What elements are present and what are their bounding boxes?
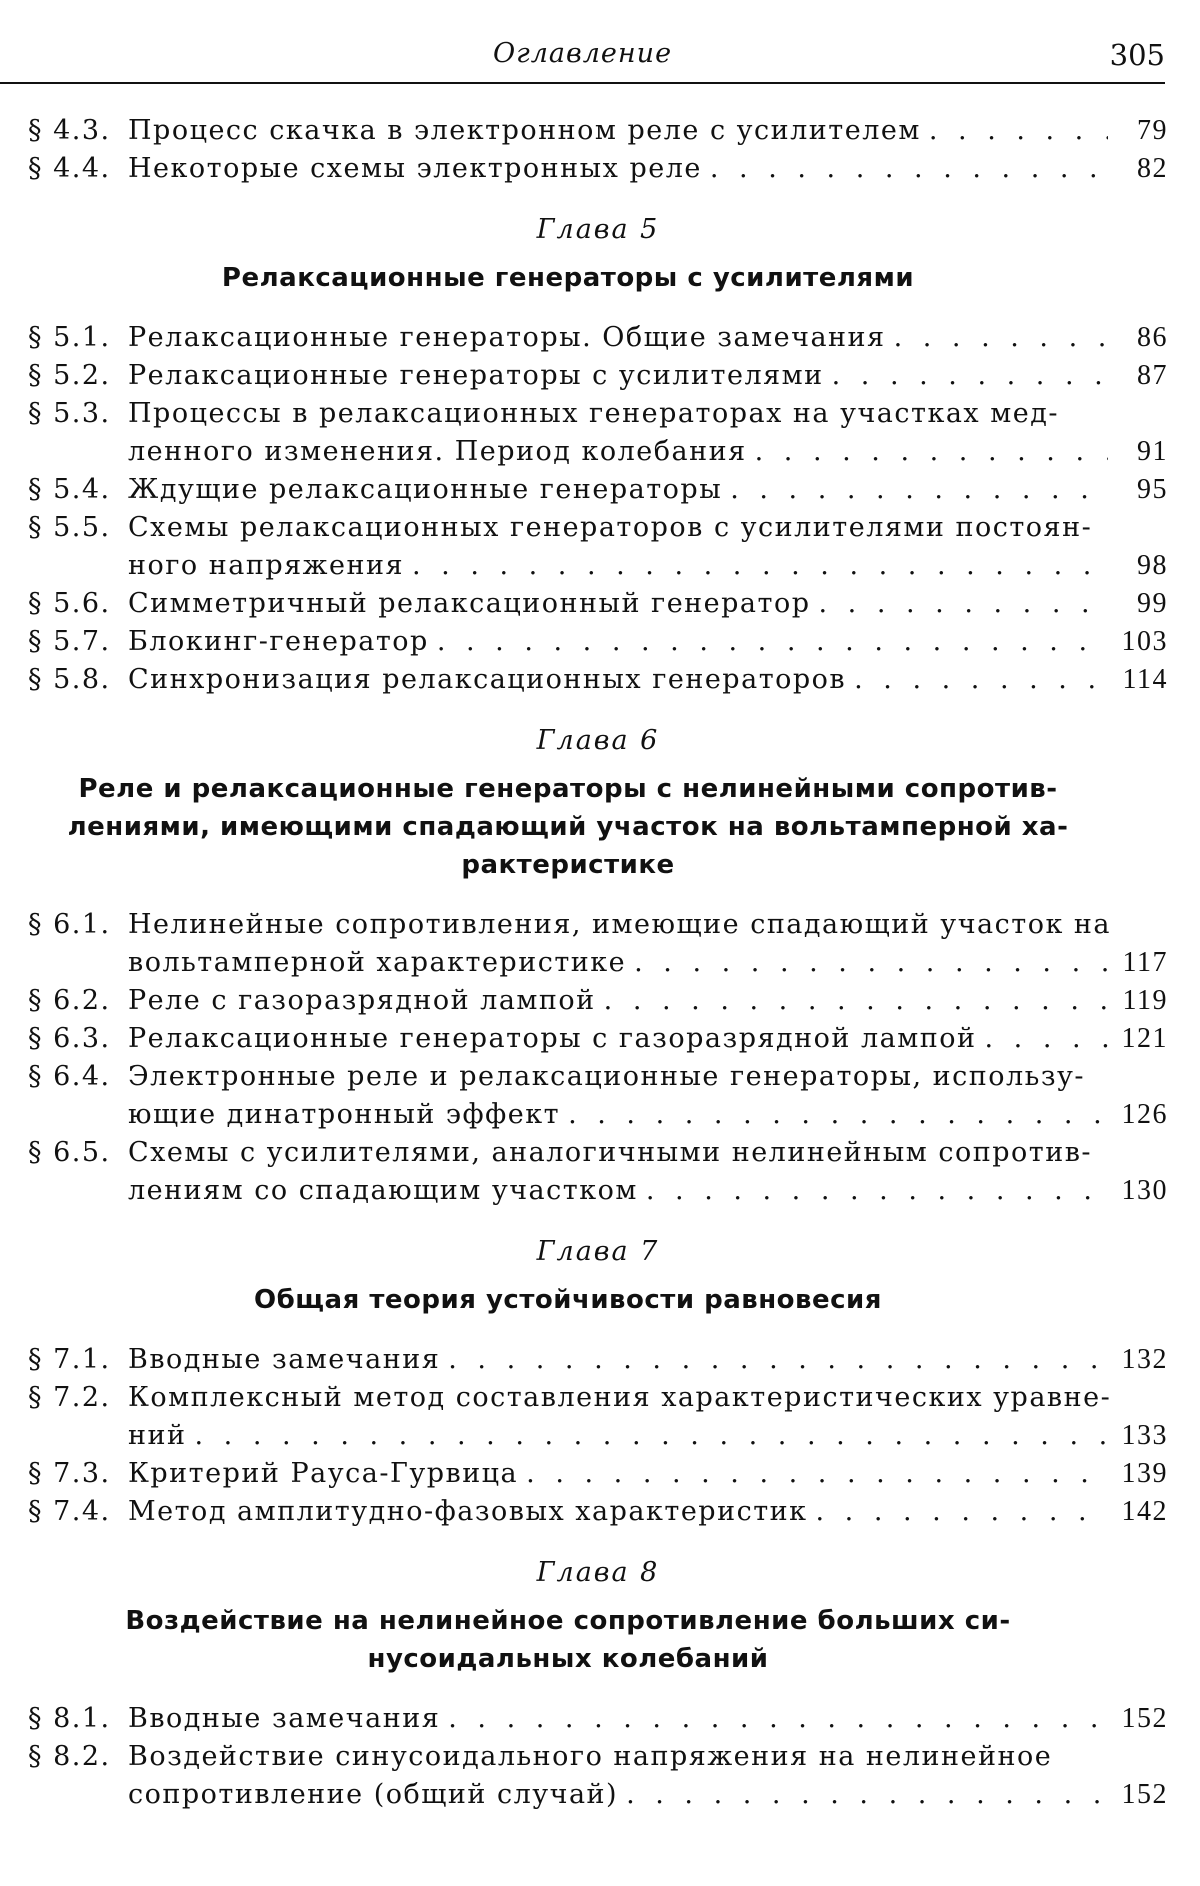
section-number: § 6.2. [28,985,111,1016]
dot-leader [646,1172,1108,1210]
page-ref: 139 [1121,1458,1168,1489]
page-ref: 99 [1137,588,1168,619]
chapter-title [28,1602,1108,1678]
dot-leader [195,1417,1109,1455]
page-ref: 121 [1121,1023,1168,1054]
section-number: § 8.2. [28,1741,111,1772]
dot-leader [832,357,1108,395]
toc-entry [28,585,1168,623]
dot-leader [448,1341,1108,1379]
toc-entry [28,357,1168,395]
page-ref: 117 [1122,947,1168,978]
chapter-title-line: нусоидальных колебаний [367,1644,769,1674]
section-title-line: Релаксационные генераторы с усилителями [128,360,824,391]
page-ref: 98 [1137,550,1168,581]
toc-entry [28,150,1168,188]
toc-entry [28,319,1168,357]
dot-leader [929,112,1108,150]
section-number: § 5.3. [28,398,111,429]
section-title-line: Релаксационные генераторы с газоразрядной лампой [128,1023,977,1054]
page-ref: 87 [1137,360,1168,391]
section-number: § 6.5. [28,1137,111,1168]
dot-leader [984,1020,1108,1058]
chapter-title [28,259,1108,297]
page-ref: 152 [1121,1703,1168,1734]
section-number: § 7.4. [28,1496,111,1527]
section-title-line: Метод амплитудно-фазовых характеристик [128,1496,808,1527]
section-number: § 5.8. [28,664,111,695]
page-number: 305 [1109,38,1165,72]
chapter-title-line: рактеристике [461,850,675,880]
section-title-line: Симметричный релаксационный генератор [128,588,811,619]
chapter-label: Глава 5 [536,214,660,245]
toc-entry [28,1455,1168,1493]
section-title-line: Схемы релаксационных генераторов с усилителями постоян- [128,512,1093,543]
section-title-line: Нелинейные сопротивления, имеющие спадающий участок на [128,909,1112,940]
page-ref: 103 [1121,626,1168,657]
dot-leader [604,982,1108,1020]
section-title-line: Синхронизация релаксационных генераторов [128,664,847,695]
section-title-line: вольтамперной характеристике [128,947,627,978]
page-ref: 126 [1121,1099,1168,1130]
section-number: § 5.7. [28,626,111,657]
page-ref: 142 [1121,1496,1168,1527]
section-title-line: Электронные реле и релаксационные генераторы, использу- [128,1061,1086,1092]
section-number: § 4.4. [28,153,111,184]
page-ref: 82 [1137,153,1168,184]
section-title-line: Реле с газоразрядной лампой [128,985,596,1016]
toc-entry [28,1020,1168,1058]
page-ref: 86 [1137,322,1168,353]
section-number: § 4.3. [28,115,111,146]
section-title-line: Комплексный метод составления характеристических уравне- [128,1382,1112,1413]
page-ref: 152 [1121,1779,1168,1810]
section-number: § 6.1. [28,909,111,940]
toc-entry [28,395,1168,471]
page-ref: 119 [1122,985,1168,1016]
dot-leader [816,1493,1108,1531]
section-title-line: Схемы с усилителями, аналогичными нелинейным сопротив- [128,1137,1093,1168]
page-ref: 130 [1121,1175,1168,1206]
chapter-title [28,1281,1108,1319]
dot-leader [526,1455,1108,1493]
dot-leader [437,623,1108,661]
section-number: § 8.1. [28,1703,111,1734]
page-ref: 79 [1137,115,1168,146]
toc-entry [28,1058,1168,1134]
dot-leader [710,150,1108,188]
section-title-line: ленного изменения. Период колебания [128,436,747,467]
toc-entry [28,1341,1168,1379]
section-title-line: Воздействие синусоидального напряжения на нелинейное [128,1741,1053,1772]
dot-leader [412,547,1108,585]
section-number: § 5.1. [28,322,111,353]
section-title-line: Вводные замечания [128,1344,441,1375]
dot-leader [819,585,1109,623]
toc-entry [28,1700,1168,1738]
chapter-label: Глава 6 [536,725,660,756]
chapter-label: Глава 8 [536,1557,660,1588]
section-title-line: ющие динатронный эффект [128,1099,561,1130]
page-ref: 95 [1137,474,1168,505]
dot-leader [854,661,1108,699]
dot-leader [634,944,1108,982]
toc-entry [28,509,1168,585]
toc-entry [28,661,1168,699]
toc-entry [28,112,1168,150]
section-number: § 5.2. [28,360,111,391]
section-title-line: Процесс скачка в электронном реле с усилителем [128,115,921,146]
dot-leader [626,1776,1108,1814]
section-number: § 7.3. [28,1458,111,1489]
chapter-title-line: лениями, имеющими спадающий участок на вольтамперной ха- [67,812,1069,842]
section-title-line: Некоторые схемы электронных реле [128,153,702,184]
dot-leader [448,1700,1108,1738]
section-title-line: Релаксационные генераторы. Общие замечания [128,322,886,353]
toc-entry [28,1493,1168,1531]
section-number: § 5.4. [28,474,111,505]
toc-entry [28,1134,1168,1210]
toc-entry [28,623,1168,661]
section-title-line: Критерий Рауса-Гурвица [128,1458,519,1489]
running-header [0,30,1165,84]
chapter-title-line: Общая теория устойчивости равновесия [254,1285,882,1315]
section-title-line: Ждущие релаксационные генераторы [128,474,723,505]
page-ref: 114 [1122,664,1168,695]
toc-entry [28,471,1168,509]
dot-leader [568,1096,1108,1134]
page-ref: 91 [1137,436,1168,467]
section-title-line: Блокинг-генератор [128,626,429,657]
section-number: § 6.3. [28,1023,111,1054]
toc-entry [28,982,1168,1020]
section-title-line: Вводные замечания [128,1703,441,1734]
page-ref: 132 [1121,1344,1168,1375]
section-title-line: лениям со спадающим участком [128,1175,638,1206]
section-number: § 5.6. [28,588,111,619]
chapter-title [28,770,1108,884]
dot-leader [755,433,1108,471]
toc-entry [28,906,1168,982]
running-title: Оглавление [492,38,673,69]
chapter-label: Глава 7 [536,1236,660,1267]
dot-leader [730,471,1108,509]
chapter-title-line: Реле и релаксационные генераторы с нелинейными сопротив- [78,774,1058,804]
toc-entry [28,1379,1168,1455]
toc-entry [28,1738,1168,1814]
section-number: § 6.4. [28,1061,111,1092]
section-title-line: ний [128,1420,187,1451]
section-title-line: ного напряжения [128,550,404,581]
section-number: § 7.2. [28,1382,111,1413]
section-title-line: сопротивление (общий случай) [128,1779,619,1810]
chapter-title-line: Релаксационные генераторы с усилителями [221,263,915,293]
section-title-line: Процессы в релаксационных генераторах на участках мед- [128,398,1059,429]
chapter-title-line: Воздействие на нелинейное сопротивление больших си- [125,1606,1011,1636]
section-number: § 7.1. [28,1344,111,1375]
page-ref: 133 [1121,1420,1168,1451]
dot-leader [894,319,1108,357]
table-of-contents [28,112,1168,1814]
section-number: § 5.5. [28,512,111,543]
